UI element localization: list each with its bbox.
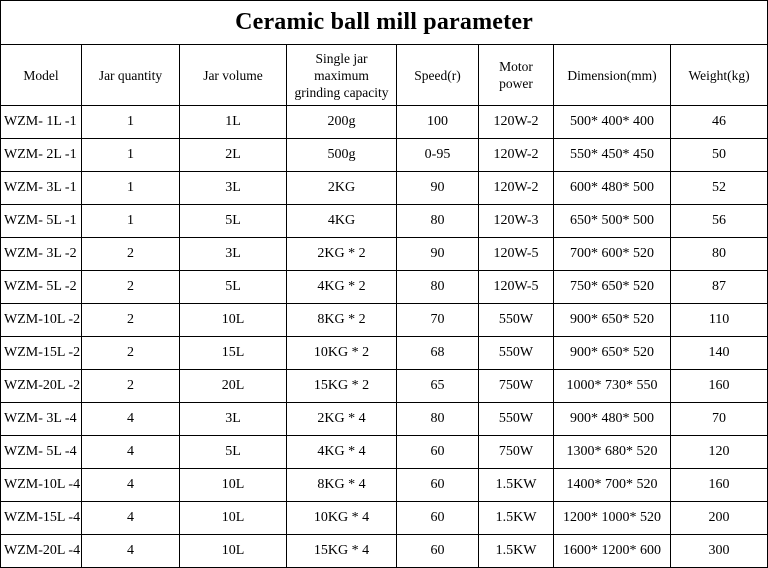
jar-volume-cell: 3L bbox=[180, 403, 287, 436]
dimension-cell: 550* 450* 450 bbox=[554, 139, 671, 172]
weight-cell: 87 bbox=[671, 271, 768, 304]
jar-quantity-cell: 2 bbox=[82, 337, 180, 370]
table-row bbox=[1, 106, 768, 139]
motor-power-cell: 120W-2 bbox=[479, 172, 554, 205]
speed-cell: 65 bbox=[397, 370, 479, 403]
speed-cell: 60 bbox=[397, 469, 479, 502]
table-title: Ceramic ball mill parameter bbox=[1, 1, 768, 45]
header-speed: Speed(r) bbox=[397, 45, 479, 106]
capacity-cell: 10KG * 4 bbox=[287, 502, 397, 535]
capacity-cell: 4KG * 2 bbox=[287, 271, 397, 304]
jar-quantity-cell: 2 bbox=[82, 370, 180, 403]
speed-cell: 60 bbox=[397, 502, 479, 535]
capacity-cell: 2KG * 4 bbox=[287, 403, 397, 436]
jar-quantity-cell: 1 bbox=[82, 106, 180, 139]
jar-quantity-cell: 4 bbox=[82, 403, 180, 436]
model-cell: WZM- 2L -1 bbox=[1, 139, 82, 172]
motor-power-cell: 550W bbox=[479, 403, 554, 436]
jar-volume-cell: 5L bbox=[180, 271, 287, 304]
capacity-cell: 4KG * 4 bbox=[287, 436, 397, 469]
table-row bbox=[1, 172, 768, 205]
model-cell: WZM- 3L -1 bbox=[1, 172, 82, 205]
table-row bbox=[1, 403, 768, 436]
weight-cell: 140 bbox=[671, 337, 768, 370]
dimension-cell: 900* 650* 520 bbox=[554, 304, 671, 337]
jar-volume-cell: 1L bbox=[180, 106, 287, 139]
model-cell: WZM-20L -4 bbox=[1, 535, 82, 568]
dimension-cell: 700* 600* 520 bbox=[554, 238, 671, 271]
dimension-cell: 650* 500* 500 bbox=[554, 205, 671, 238]
motor-power-cell: 120W-3 bbox=[479, 205, 554, 238]
weight-cell: 160 bbox=[671, 469, 768, 502]
speed-cell: 90 bbox=[397, 238, 479, 271]
jar-volume-cell: 5L bbox=[180, 436, 287, 469]
model-cell: WZM-20L -2 bbox=[1, 370, 82, 403]
speed-cell: 80 bbox=[397, 403, 479, 436]
weight-cell: 300 bbox=[671, 535, 768, 568]
header-jar-volume: Jar volume bbox=[180, 45, 287, 106]
speed-cell: 60 bbox=[397, 535, 479, 568]
jar-quantity-cell: 4 bbox=[82, 535, 180, 568]
capacity-cell: 8KG * 4 bbox=[287, 469, 397, 502]
jar-quantity-cell: 1 bbox=[82, 172, 180, 205]
model-cell: WZM- 3L -4 bbox=[1, 403, 82, 436]
jar-quantity-cell: 1 bbox=[82, 205, 180, 238]
table-row bbox=[1, 469, 768, 502]
speed-cell: 90 bbox=[397, 172, 479, 205]
dimension-cell: 900* 480* 500 bbox=[554, 403, 671, 436]
table-row bbox=[1, 271, 768, 304]
weight-cell: 120 bbox=[671, 436, 768, 469]
jar-volume-cell: 3L bbox=[180, 238, 287, 271]
model-cell: WZM- 5L -2 bbox=[1, 271, 82, 304]
motor-power-cell: 1.5KW bbox=[479, 535, 554, 568]
jar-quantity-cell: 1 bbox=[82, 139, 180, 172]
table-row bbox=[1, 436, 768, 469]
jar-volume-cell: 10L bbox=[180, 535, 287, 568]
dimension-cell: 750* 650* 520 bbox=[554, 271, 671, 304]
table-row bbox=[1, 502, 768, 535]
table-row bbox=[1, 535, 768, 568]
header-weight: Weight(kg) bbox=[671, 45, 768, 106]
jar-volume-cell: 10L bbox=[180, 502, 287, 535]
speed-cell: 80 bbox=[397, 271, 479, 304]
weight-cell: 160 bbox=[671, 370, 768, 403]
model-cell: WZM- 1L -1 bbox=[1, 106, 82, 139]
table-row bbox=[1, 304, 768, 337]
weight-cell: 46 bbox=[671, 106, 768, 139]
model-cell: WZM- 5L -1 bbox=[1, 205, 82, 238]
capacity-cell: 2KG * 2 bbox=[287, 238, 397, 271]
jar-quantity-cell: 4 bbox=[82, 469, 180, 502]
jar-volume-cell: 20L bbox=[180, 370, 287, 403]
speed-cell: 0-95 bbox=[397, 139, 479, 172]
table-row bbox=[1, 370, 768, 403]
weight-cell: 70 bbox=[671, 403, 768, 436]
jar-quantity-cell: 2 bbox=[82, 238, 180, 271]
jar-volume-cell: 3L bbox=[180, 172, 287, 205]
header-model: Model bbox=[1, 45, 82, 106]
jar-quantity-cell: 2 bbox=[82, 304, 180, 337]
jar-quantity-cell: 2 bbox=[82, 271, 180, 304]
weight-cell: 52 bbox=[671, 172, 768, 205]
motor-power-cell: 550W bbox=[479, 337, 554, 370]
jar-quantity-cell: 4 bbox=[82, 502, 180, 535]
weight-cell: 80 bbox=[671, 238, 768, 271]
dimension-cell: 600* 480* 500 bbox=[554, 172, 671, 205]
weight-cell: 56 bbox=[671, 205, 768, 238]
capacity-cell: 10KG * 2 bbox=[287, 337, 397, 370]
jar-volume-cell: 2L bbox=[180, 139, 287, 172]
capacity-cell: 15KG * 2 bbox=[287, 370, 397, 403]
table-body bbox=[1, 106, 768, 568]
motor-power-cell: 120W-2 bbox=[479, 139, 554, 172]
speed-cell: 60 bbox=[397, 436, 479, 469]
capacity-cell: 2KG bbox=[287, 172, 397, 205]
header-motor-power: Motor power bbox=[479, 45, 554, 106]
model-cell: WZM- 5L -4 bbox=[1, 436, 82, 469]
motor-power-cell: 1.5KW bbox=[479, 502, 554, 535]
model-cell: WZM- 3L -2 bbox=[1, 238, 82, 271]
weight-cell: 110 bbox=[671, 304, 768, 337]
motor-power-cell: 750W bbox=[479, 370, 554, 403]
motor-power-cell: 120W-2 bbox=[479, 106, 554, 139]
weight-cell: 50 bbox=[671, 139, 768, 172]
dimension-cell: 1200* 1000* 520 bbox=[554, 502, 671, 535]
dimension-cell: 900* 650* 520 bbox=[554, 337, 671, 370]
jar-quantity-cell: 4 bbox=[82, 436, 180, 469]
model-cell: WZM-10L -2 bbox=[1, 304, 82, 337]
motor-power-cell: 120W-5 bbox=[479, 271, 554, 304]
table-row bbox=[1, 205, 768, 238]
weight-cell: 200 bbox=[671, 502, 768, 535]
capacity-cell: 8KG * 2 bbox=[287, 304, 397, 337]
capacity-cell: 200g bbox=[287, 106, 397, 139]
dimension-cell: 500* 400* 400 bbox=[554, 106, 671, 139]
model-cell: WZM-10L -4 bbox=[1, 469, 82, 502]
table-row bbox=[1, 337, 768, 370]
jar-volume-cell: 15L bbox=[180, 337, 287, 370]
dimension-cell: 1400* 700* 520 bbox=[554, 469, 671, 502]
model-cell: WZM-15L -4 bbox=[1, 502, 82, 535]
motor-power-cell: 1.5KW bbox=[479, 469, 554, 502]
dimension-cell: 1600* 1200* 600 bbox=[554, 535, 671, 568]
capacity-cell: 4KG bbox=[287, 205, 397, 238]
speed-cell: 80 bbox=[397, 205, 479, 238]
jar-volume-cell: 10L bbox=[180, 304, 287, 337]
table-row bbox=[1, 238, 768, 271]
speed-cell: 100 bbox=[397, 106, 479, 139]
header-capacity: Single jar maximum grinding capacity bbox=[287, 45, 397, 106]
capacity-cell: 15KG * 4 bbox=[287, 535, 397, 568]
model-cell: WZM-15L -2 bbox=[1, 337, 82, 370]
motor-power-cell: 750W bbox=[479, 436, 554, 469]
speed-cell: 68 bbox=[397, 337, 479, 370]
header-dimension: Dimension(mm) bbox=[554, 45, 671, 106]
dimension-cell: 1000* 730* 550 bbox=[554, 370, 671, 403]
dimension-cell: 1300* 680* 520 bbox=[554, 436, 671, 469]
header-jar-quantity: Jar quantity bbox=[82, 45, 180, 106]
header-row bbox=[1, 45, 768, 106]
capacity-cell: 500g bbox=[287, 139, 397, 172]
jar-volume-cell: 10L bbox=[180, 469, 287, 502]
jar-volume-cell: 5L bbox=[180, 205, 287, 238]
speed-cell: 70 bbox=[397, 304, 479, 337]
motor-power-cell: 120W-5 bbox=[479, 238, 554, 271]
motor-power-cell: 550W bbox=[479, 304, 554, 337]
table-row bbox=[1, 139, 768, 172]
